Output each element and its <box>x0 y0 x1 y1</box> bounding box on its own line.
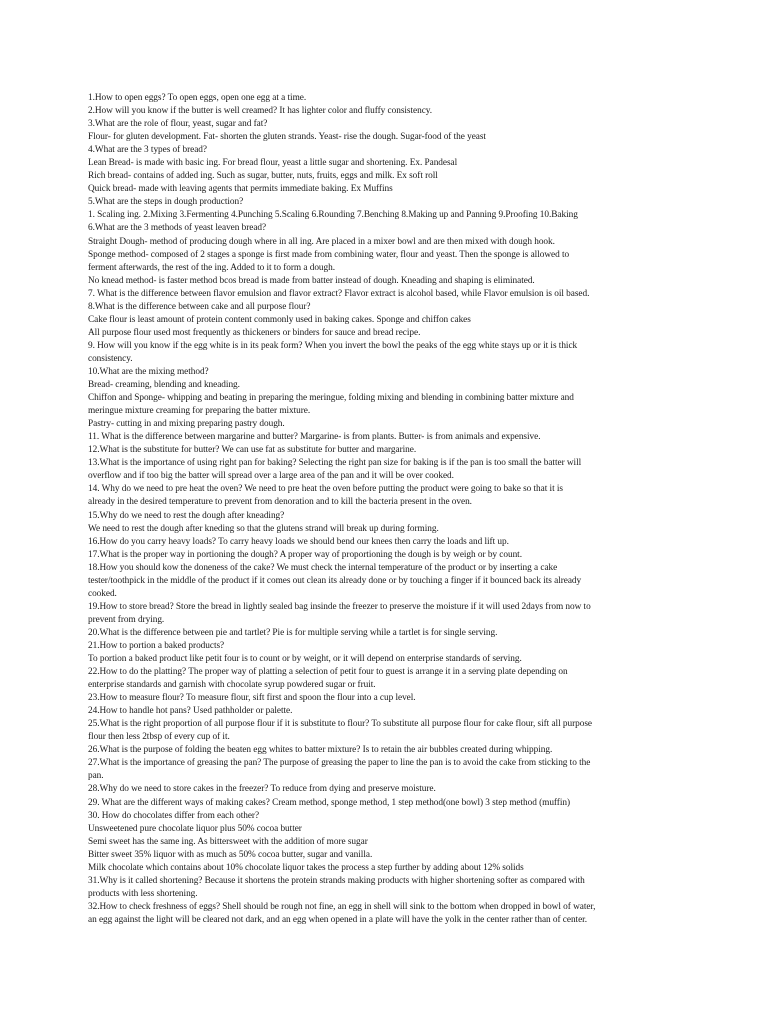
text-line: Cake flour is least amount of protein content commonly used in baking cakes. Sponge and chiffon cakes <box>88 314 471 325</box>
text-line: 19.How to store bread? Store the bread in lightly sealed bag insinde the freezer to preserve the moisture if it will used 2days from now to <box>88 601 591 612</box>
text-line: Sponge method- composed of 2 stages a sponge is first made from combining water, flour and yeast. Then the sponge is allowed to <box>88 249 570 260</box>
text-line: Straight Dough- method of producing dough where in all ing. Are placed in a mixer bowl and are then mixed with dough hook. <box>88 236 555 247</box>
text-line: tester/toothpick in the middle of the product if it comes out clean its already done or by touching a finger if it bounced back its already <box>88 575 582 586</box>
text-line: 8.What is the difference between cake and all purpose flour? <box>88 301 311 312</box>
document-page <box>88 92 688 927</box>
text-line: already in the desired temperature to prevent from denoration and to kill the bacteria present in the oven. <box>88 497 472 508</box>
text-line: Bitter sweet 35% liquor with as much as 50% cocoa butter, sugar and vanilla. <box>88 849 373 860</box>
text-line: 3.What are the role of flour, yeast, sugar and fat? <box>88 119 268 130</box>
text-line: Chiffon and Sponge- whipping and beating in preparing the meringue, folding mixing and blending in combining batter mixture and <box>88 393 574 404</box>
text-line: 11. What is the difference between margarine and butter? Margarine- is from plants. Butter- is from animals and expensive. <box>88 432 541 443</box>
text-line: Flour- for gluten development. Fat- shorten the gluten strands. Yeast- rise the dough. Sugar-food of the yeast <box>88 132 486 143</box>
text-line: 4.What are the 3 types of bread? <box>88 145 207 156</box>
text-line: an egg against the light will be cleared not dark, and an egg when opened in a plate will have the yolk in the center rather than of center. <box>88 914 587 925</box>
text-line: prevent from drying. <box>88 614 165 625</box>
text-line: 27.What is the importance of greasing the pan? The purpose of greasing the paper to line the pan is to avoid the cake from sticking to the <box>88 758 591 769</box>
text-line: 20.What is the difference between pie and tartlet? Pie is for multiple serving while a tartlet is for single serving. <box>88 627 498 638</box>
document-body <box>88 92 688 927</box>
text-line: 15.Why do we need to rest the dough after kneading? <box>88 510 285 521</box>
text-line: Lean Bread- is made with basic ing. For bread flour, yeast a little sugar and shortening. Ex. Pandesal <box>88 158 458 169</box>
text-line: 22.How to do the platting? The proper way of platting a selection of petit four to guest is arrange it in a serving plate depending on <box>88 667 568 678</box>
text-line: Rich bread- contains of added ing. Such as sugar, butter, nuts, fruits, eggs and milk. Ex soft roll <box>88 171 438 182</box>
text-line: Quick bread- made with leaving agents that permits immediate baking. Ex Muffins <box>88 184 393 195</box>
text-line: Pastry- cutting in and mixing preparing pastry dough. <box>88 419 285 430</box>
text-line: 14. Why do we need to pre heat the oven? We need to pre heat the oven before putting the product were going to bake so that it is <box>88 484 563 495</box>
text-line: 26.What is the purpose of folding the beaten egg whites to batter mixture? Is to retain the air bubbles created during whipping. <box>88 745 553 756</box>
text-line: Semi sweet has the same ing. As bittersweet with the addition of more sugar <box>88 836 368 847</box>
text-line: Milk chocolate which contains about 10% chocolate liquor takes the process a step further by adding about 12% solids <box>88 862 524 873</box>
text-line: 17.What is the proper way in portioning the dough? A proper way of proportioning the dough is by weigh or by count. <box>88 549 522 560</box>
text-line: flour then less 2tbsp of every cup of it. <box>88 732 230 743</box>
text-line: 12.What is the substitute for butter? We can use fat as substitute for butter and margarine. <box>88 445 417 456</box>
text-line: products with less shortening. <box>88 888 198 899</box>
text-line: pan. <box>88 771 104 782</box>
text-line: 28.Why do we need to store cakes in the freezer? To reduce from dying and preserve moisture. <box>88 784 436 795</box>
text-line: 21.How to portion a baked products? <box>88 640 225 651</box>
text-line: 29. What are the different ways of making cakes? Cream method, sponge method, 1 step method(one bowl) 3 step method (muffin) <box>88 797 571 808</box>
text-line: We need to rest the dough after kneding so that the glutens strand will break up during forming. <box>88 523 439 534</box>
text-line: Unsweetened pure chocolate liquor plus 50% cocoa butter <box>88 823 302 834</box>
text-line: 6.What are the 3 methods of yeast leaven bread? <box>88 223 267 234</box>
text-line: ferment afterwards, the rest of the ing. Added to it to form a dough. <box>88 262 335 273</box>
text-line: 1. Scaling ing. 2.Mixing 3.Fermenting 4.Punching 5.Scaling 6.Rounding 7.Benching 8.Making up and Panning 9.Proofing 10.Baking <box>88 210 578 221</box>
text-line: To portion a baked product like petit four is to count or by weight, or it will depend on enterprise standards of serving. <box>88 654 522 665</box>
text-line: 24.How to handle hot pans? Used pathholder or palette. <box>88 706 293 717</box>
text-line: cooked. <box>88 588 117 599</box>
text-line: 25.What is the right proportion of all purpose flour if it is substitute to flour? To substitute all purpose flour for cake flour, sift all purpose <box>88 719 592 730</box>
text-line: meringue mixture creaming for preparing the batter mixture. <box>88 406 311 417</box>
text-line: 32.How to check freshness of eggs? Shell should be rough not fine, an egg in shell will sink to the bottom when dropped in bowl of water, <box>88 901 596 912</box>
text-line: 5.What are the steps in dough production? <box>88 197 244 208</box>
text-line: consistency. <box>88 353 133 364</box>
text-line: 10.What are the mixing method? <box>88 366 209 377</box>
text-line: enterprise standards and garnish with chocolate syrup powdered sugar or fruit. <box>88 680 376 691</box>
text-line: 13.What is the importance of using right pan for baking? Selecting the right pan size for baking is if the pan is too small the batter will <box>88 458 582 469</box>
text-line: Bread- creaming, blending and kneading. <box>88 380 240 391</box>
text-line: 9. How will you know if the egg white is in its peak form? When you invert the bowl the peaks of the egg white stays up or it is thick <box>88 340 578 351</box>
text-line: 16.How do you carry heavy loads? To carry heavy loads we should bend our knees then carry the loads and lift up. <box>88 536 509 547</box>
text-line: 18.How you should kow the doneness of the cake? We must check the internal temperature of the product or by inserting a cake <box>88 562 558 573</box>
text-line: 23.How to measure flour? To measure flour, sift first and spoon the flour into a cup level. <box>88 693 416 704</box>
text-line: 31.Why is it called shortening? Because it shortens the protein strands making products with higher shortening softer as compared with <box>88 875 585 886</box>
text-line: overflow and if too big the batter will spread over a large area of the pan and it will be over cooked. <box>88 471 454 482</box>
text-line: 2.How will you know if the butter is well creamed? It has lighter color and fluffy consistency. <box>88 106 433 117</box>
text-line: 7. What is the difference between flavor emulsion and flavor extract? Flavor extract is alcohol based, while Flavor emulsion is oil based. <box>88 288 590 299</box>
text-line: 30. How do chocolates differ from each other? <box>88 810 260 821</box>
text-line: 1.How to open eggs? To open eggs, open one egg at a time. <box>88 93 307 103</box>
text-line: No knead method- is faster method bcos bread is made from batter instead of dough. Kneading and shaping is eliminated. <box>88 275 535 286</box>
text-line: All purpose flour used most frequently as thickeners or binders for sauce and bread recipe. <box>88 327 421 338</box>
